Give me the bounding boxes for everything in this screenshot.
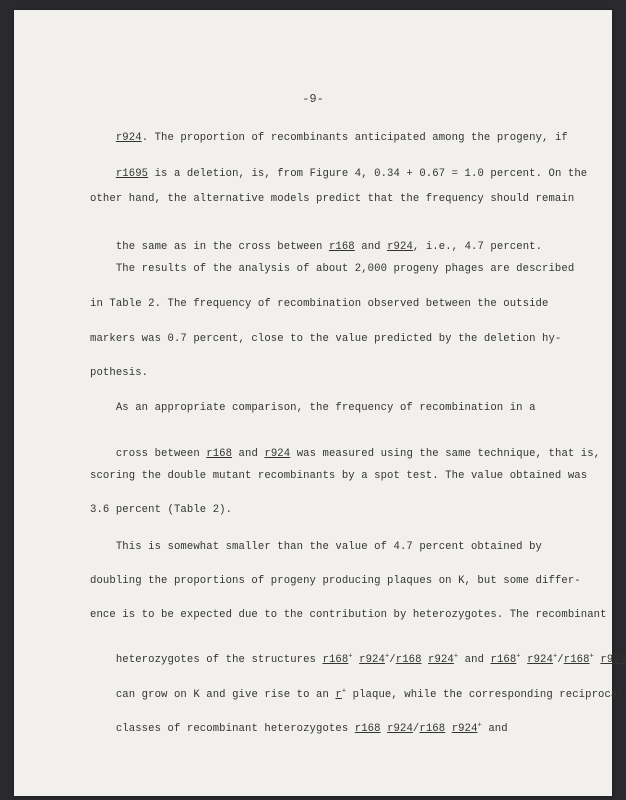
text-segment: and [232, 448, 265, 460]
text-line: The results of the analysis of about 2,000 progeny phages are described [90, 263, 575, 275]
text-line: As an appropriate comparison, the frequency of recombination in a [90, 402, 536, 414]
text-line: in Table 2. The frequency of recombination observed between the outside [90, 298, 549, 310]
mutant-name: r168 [419, 723, 446, 735]
text-line: 3.6 percent (Table 2). [90, 504, 233, 516]
text-segment: / [412, 723, 420, 735]
mutant-name: r168 [322, 654, 349, 666]
text-line [90, 229, 542, 265]
text-segment: cross between [115, 448, 207, 460]
mutant-name: r168 [206, 448, 233, 460]
text-segment: can grow on K and give rise to an [115, 689, 336, 701]
mutant-name: r168 [563, 654, 590, 666]
mutant-name: r924 [115, 132, 142, 144]
mutant-name: r924 [359, 654, 385, 666]
text-line: pothesis. [90, 367, 149, 379]
text-line [90, 436, 600, 472]
mutant-name: r924 [387, 241, 413, 253]
text-line: ence is to be expected due to the contribution by heterozygotes. The recombinant [90, 609, 607, 621]
text-segment: / [389, 654, 396, 666]
mutant-name: r924 [527, 654, 553, 666]
text-line: This is somewhat smaller than the value of 4.7 percent obtained by [90, 541, 543, 553]
text-segment: is a deletion, is, from Figure 4, 0.34 + 0.67 = 1.0 percent. On the [148, 168, 588, 180]
mutant-name: r1695 [115, 168, 149, 180]
text-line [90, 677, 624, 713]
text-line: doubling the proportions of progeny producing plaques on K, but some differ- [90, 575, 581, 587]
text-segment: heterozygotes of the structures [115, 654, 323, 666]
text-segment: , i.e., 4.7 percent. [412, 241, 543, 253]
document-page [14, 10, 626, 796]
text-segment: . The proportion of recombinants anticipated among the progeny, if [141, 132, 568, 144]
text-line: markers was 0.7 percent, close to the value predicted by the deletion hy- [90, 333, 562, 345]
mutant-name: r924 [600, 654, 626, 666]
text-segment: and [354, 241, 388, 253]
superscript: + [348, 652, 353, 661]
superscript: + [384, 652, 390, 661]
superscript: + [516, 652, 521, 661]
text-segment: and [481, 723, 508, 735]
mutant-name: r168 [395, 654, 422, 666]
superscript: + [589, 652, 594, 661]
text-segment: and [458, 654, 491, 666]
text-segment: was measured using the same technique, that is, [290, 448, 601, 460]
text-line [90, 711, 508, 747]
text-line: other hand, the alternative models predict that the frequency should remain [90, 193, 575, 205]
mutant-name: r924 [428, 654, 454, 666]
text-segment: / [557, 654, 564, 666]
superscript: + [453, 652, 459, 661]
superscript: + [341, 687, 347, 696]
text-line [90, 156, 587, 192]
mutant-name: r168 [490, 654, 517, 666]
mutant-name: r924 [387, 723, 413, 735]
text-segment: classes of recombinant heterozygotes [115, 723, 355, 735]
mutant-name: r168 [328, 241, 355, 253]
mutant-name: r168 [354, 723, 381, 735]
superscript: + [552, 652, 558, 661]
text-line [90, 642, 626, 678]
superscript: + [477, 721, 482, 730]
text-segment: plaque, while the corresponding reciprocal [346, 689, 624, 701]
text-line [90, 120, 568, 156]
text-line: scoring the double mutant recombinants by a spot test. The value obtained was [90, 470, 588, 482]
mutant-name: r924 [264, 448, 291, 460]
mutant-name: r [335, 689, 342, 701]
text-segment: the same as in the cross between [115, 241, 329, 253]
mutant-name: r924 [451, 723, 478, 735]
page-number: -9- [302, 92, 324, 106]
